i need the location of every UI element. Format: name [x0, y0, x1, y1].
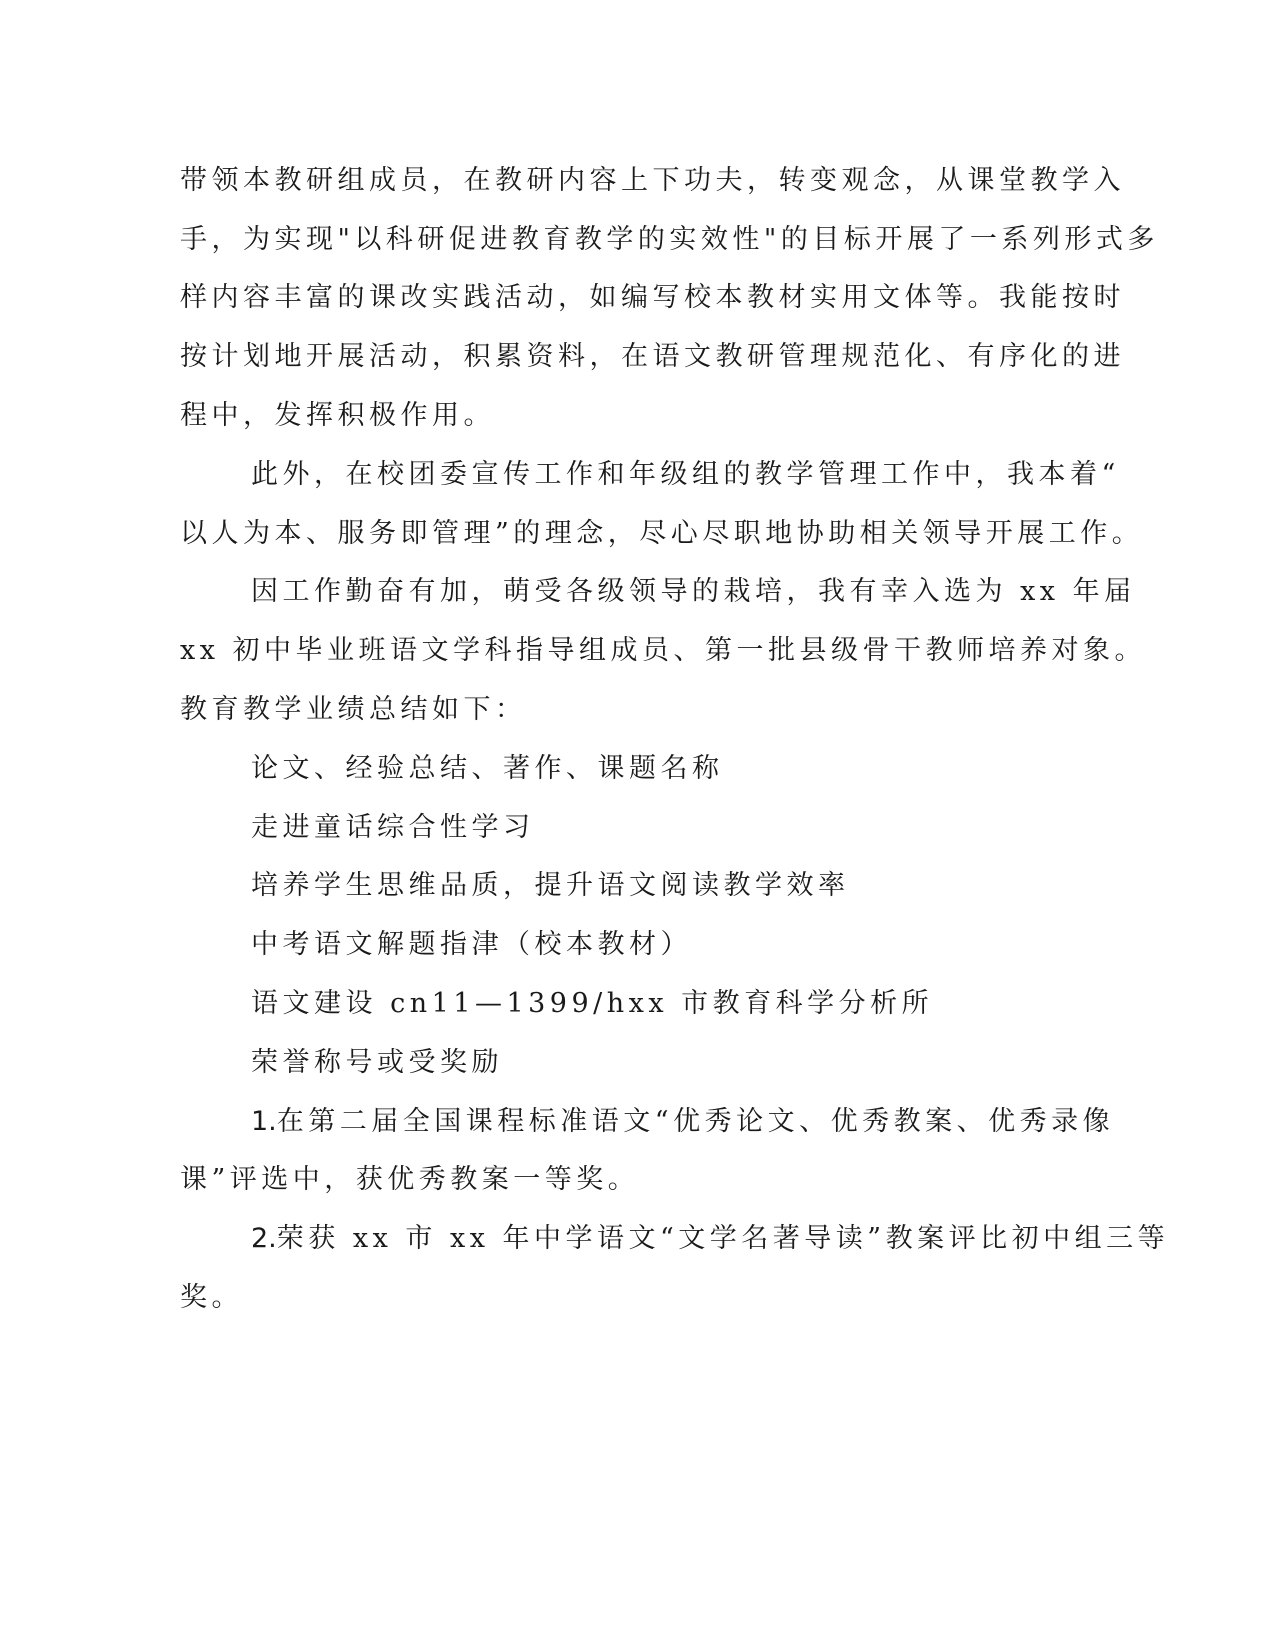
body-line: 按计划地开展活动，积累资料，在语文教研管理规范化、有序化的进: [180, 341, 1125, 372]
body-line: 以人为本、服务即管理”的理念，尽心尽职地协助相关领导开展工作。: [180, 518, 1144, 549]
award-number: 2.: [251, 1223, 277, 1254]
award-text: 在第二届全国课程标准语文“优秀论文、优秀教案、优秀录像: [276, 1106, 1115, 1137]
body-line: 程中，发挥积极作用。: [180, 400, 495, 431]
body-line: 奖。: [180, 1282, 243, 1313]
list-item: 培养学生思维品质，提升语文阅读教学效率: [251, 870, 850, 901]
award-text: 荣获 xx 市 xx 年中学语文“文学名著导读”教案评比初中组三等: [276, 1223, 1170, 1254]
body-line: 教育教学业绩总结如下：: [180, 694, 527, 725]
body-line: 课”评选中，获优秀教案一等奖。: [180, 1164, 640, 1195]
body-line: 带领本教研组成员，在教研内容上下功夫，转变观念，从课堂教学入: [180, 165, 1125, 196]
award-line: [251, 1102, 1114, 1142]
list-item: 论文、经验总结、著作、课题名称: [251, 753, 724, 784]
list-item: 中考语文解题指津（校本教材）: [251, 929, 692, 960]
body-line: 样内容丰富的课改实践活动，如编写校本教材实用文体等。我能按时: [180, 282, 1125, 313]
award-line: [251, 1219, 1169, 1259]
section-heading: 荣誉称号或受奖励: [251, 1047, 503, 1078]
body-line: 此外，在校团委宣传工作和年级组的教学管理工作中，我本着“: [251, 459, 1120, 490]
list-item: 语文建设 cn11—1399/hxx 市教育科学分析所: [251, 988, 934, 1019]
body-line: 手，为实现"以科研促进教育教学的实效性"的目标开展了一系列形式多: [180, 224, 1159, 255]
body-line: xx 初中毕业班语文学科指导组成员、第一批县级骨干教师培养对象。: [180, 635, 1147, 666]
list-item: 走进童话综合性学习: [251, 812, 535, 843]
body-line: 因工作勤奋有加，萌受各级领导的栽培，我有幸入选为 xx 年届: [251, 576, 1136, 607]
award-number: 1.: [251, 1106, 277, 1137]
